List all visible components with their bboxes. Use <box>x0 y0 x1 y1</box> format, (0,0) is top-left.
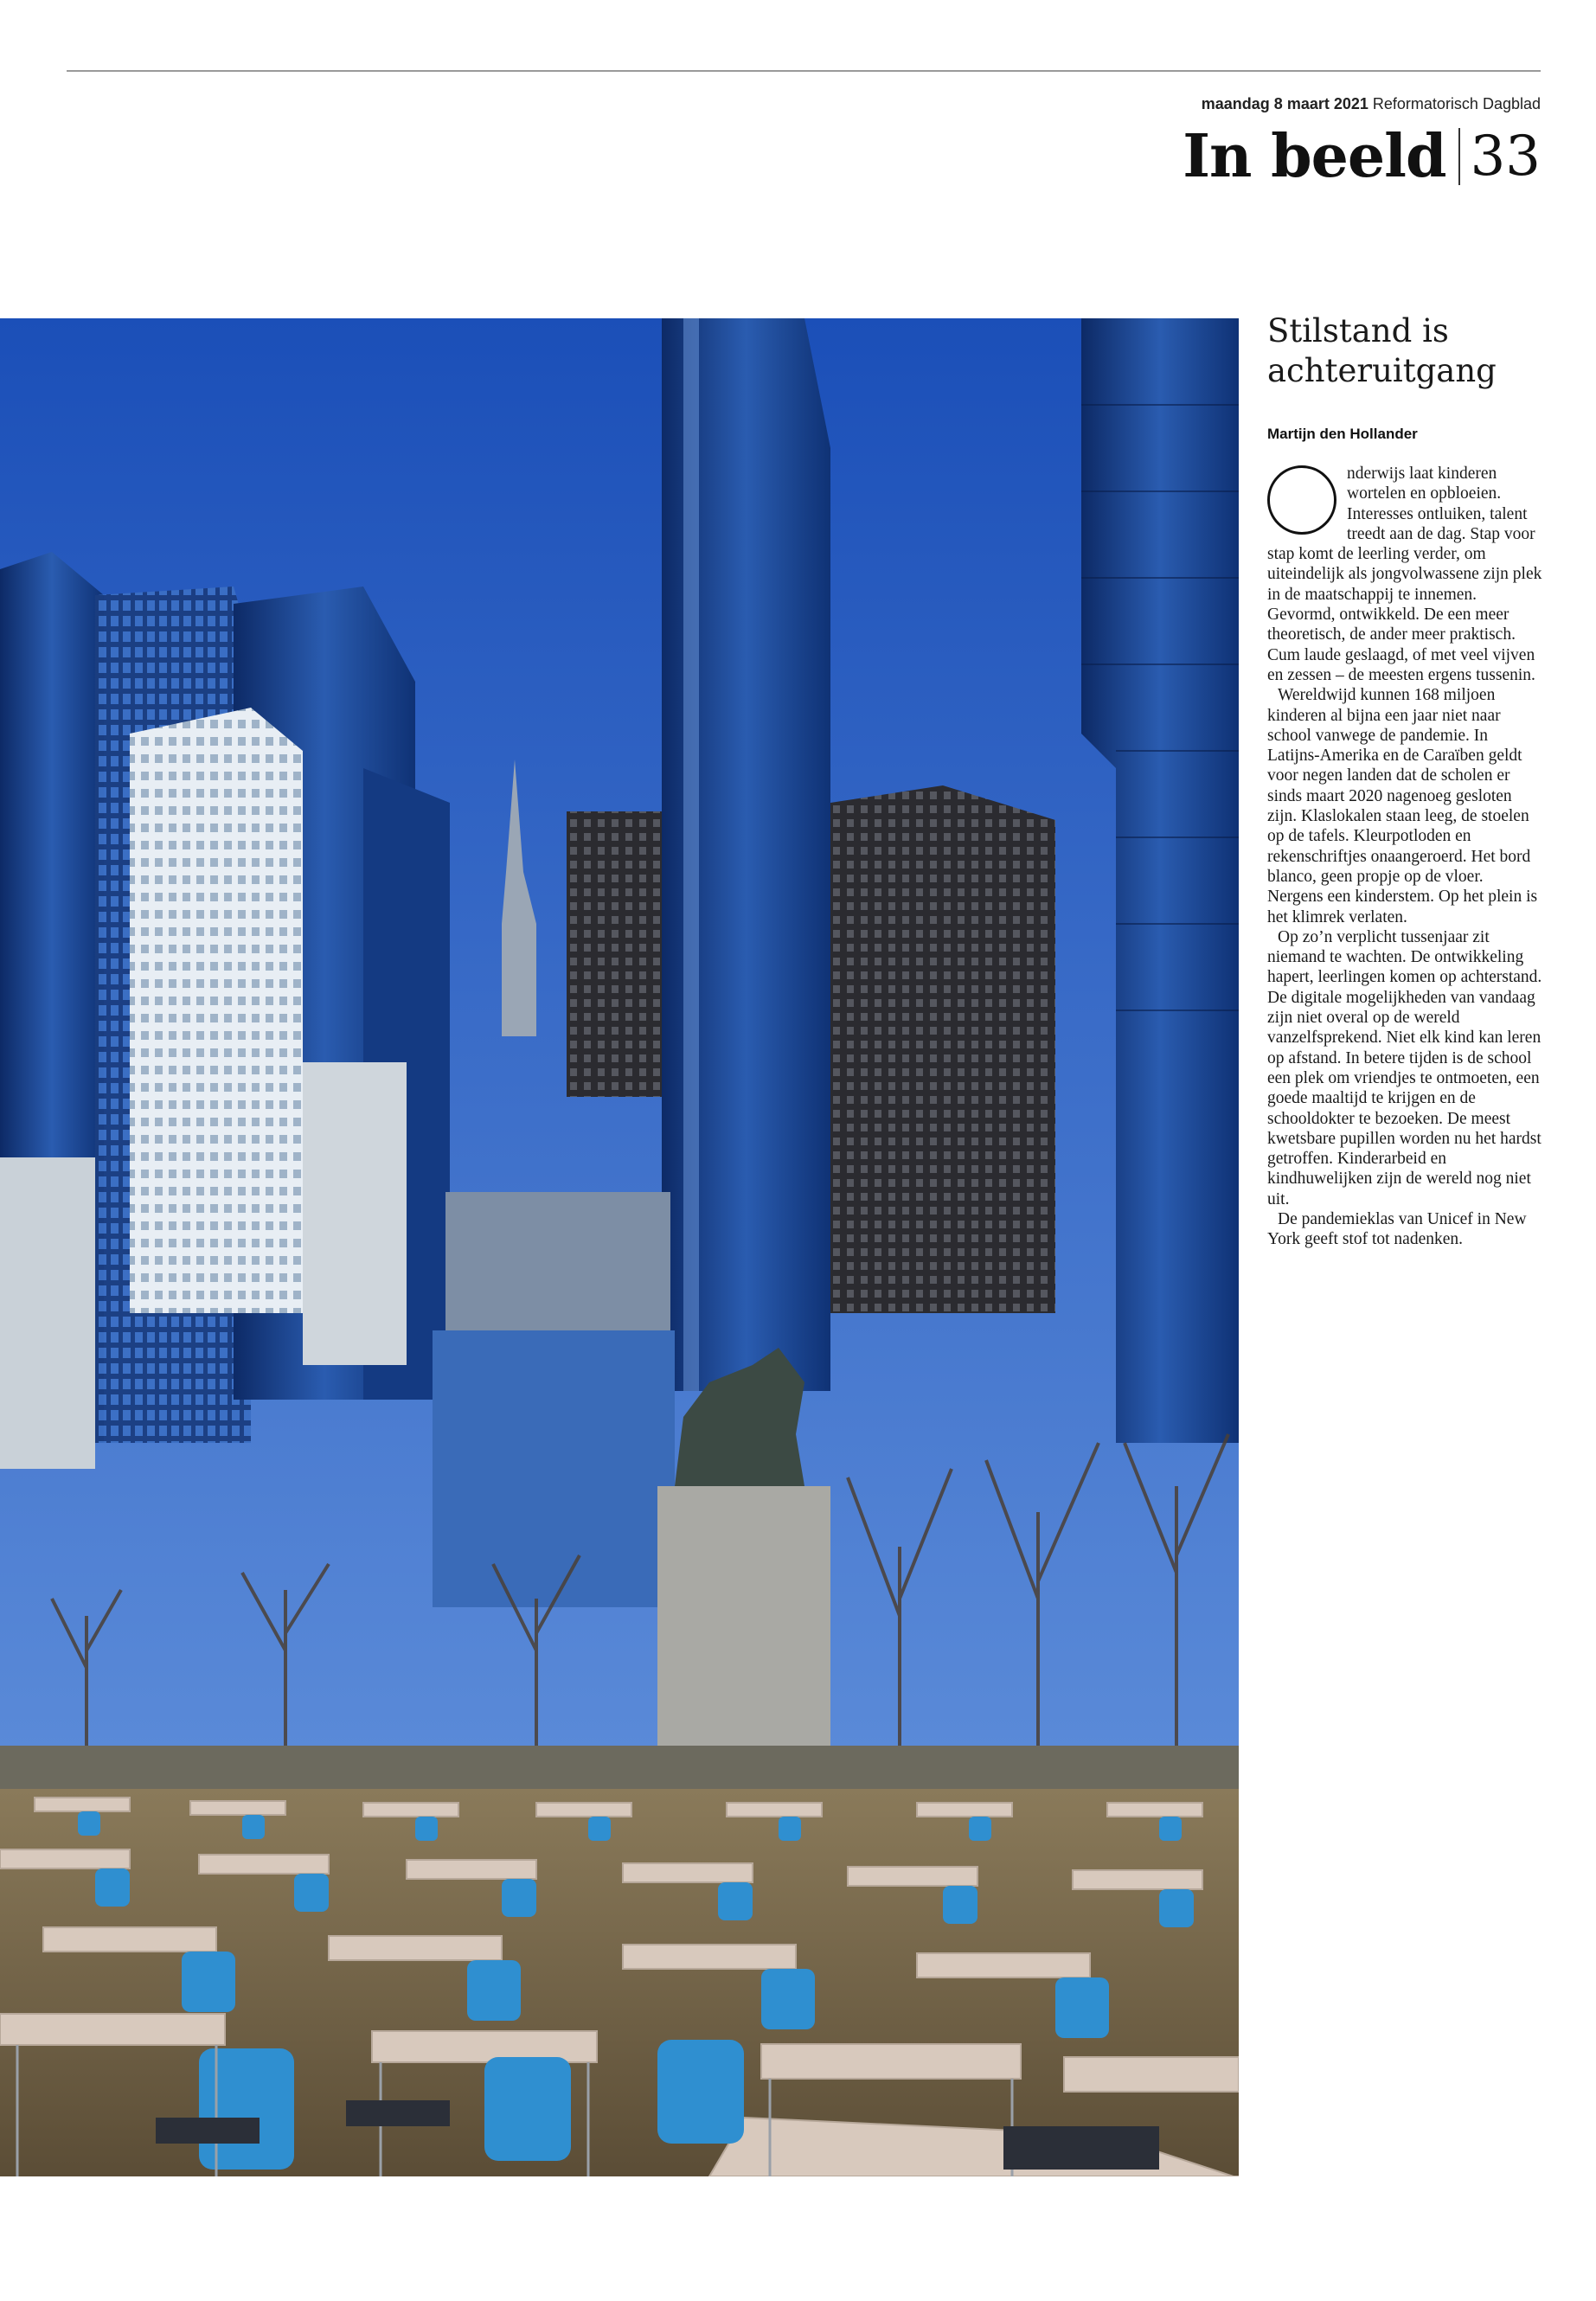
dark-tower <box>567 811 670 1097</box>
low-white-block <box>303 1062 407 1365</box>
dateline <box>1202 95 1541 113</box>
newspaper-name: Reformatorisch Dagblad <box>1372 95 1541 112</box>
photo-illustration <box>0 318 1239 2176</box>
blue-lowrise <box>433 1330 675 1607</box>
article-headline: Stilstand is achteruitgang <box>1267 312 1497 389</box>
low-left-block <box>0 1157 95 1469</box>
section-divider <box>1458 128 1460 185</box>
article-paragraph: De pandemieklas van Unicef in New York geeft stof tot nadenken. <box>1267 1209 1527 1249</box>
drop-cap-o-icon <box>1267 465 1336 535</box>
article-body <box>1267 464 1542 1250</box>
article-paragraph: Op zo’n verplicht tussenjaar zit niemand te wachten. De ontwikkeling hapert, leerlingen komen op achterstand. De digitale mogelijkheden van vandaag zijn niet overal op de wereld vanzelfsprekend. Niet elk kind kan leren op afstand. In betere tijden is de school een plek om vriendjes te ontmoeten, een goede maaltijd te krijgen en de schooldokter te bezoeken. De meest kwetsbare pupillen worden nu het hardst getroffen. Kinderarbeid en kindhuwelijken zijn de wereld nog niet uit. <box>1267 927 1542 1208</box>
white-highrise <box>130 708 303 1313</box>
page-number: 33 <box>1470 125 1541 189</box>
main-photo <box>0 318 1239 2176</box>
article <box>1267 311 1542 1250</box>
top-rule <box>67 70 1541 72</box>
issue-date: maandag 8 maart 2021 <box>1201 95 1368 112</box>
brown-building <box>830 785 1055 1313</box>
gray-lowrise <box>445 1192 670 1330</box>
section-title: In beeld <box>1183 122 1446 191</box>
article-paragraph: nderwijs laat kinderen wortelen en opbloeien. Interesses ontluiken, talent treedt aan de dag. Stap voor stap komt de leerling verder, om uiteindelijk als jongvolwassene zijn plek in de maatschappij te innemen. Gevormd, ontwikkeld. De een meer theoretisch, de ander meer praktisch. Cum laude geslaagd, of met veel vijven en zessen – de meesten ergens tussenin. <box>1267 465 1542 684</box>
article-byline: Martijn den Hollander <box>1267 426 1418 442</box>
section-header <box>1183 119 1541 194</box>
article-paragraph: Wereldwijd kunnen 168 miljoen kinderen al bijna een jaar niet naar school vanwege de pandemie. In Latijns-Amerika en de Caraïben geldt voor negen landen dat de scholen er sinds maart 2020 nagenoeg gesloten zijn. Klaslokalen staan leeg, de stoelen op de tafels. Kleurpotloden en rekenschriftjes onaangeroerd. Het bord blanco, geen propje op de vloer. Nergens een kinderstem. Op het plein is het klimrek verlaten. <box>1267 686 1538 926</box>
statue-pedestal <box>657 1486 830 1746</box>
